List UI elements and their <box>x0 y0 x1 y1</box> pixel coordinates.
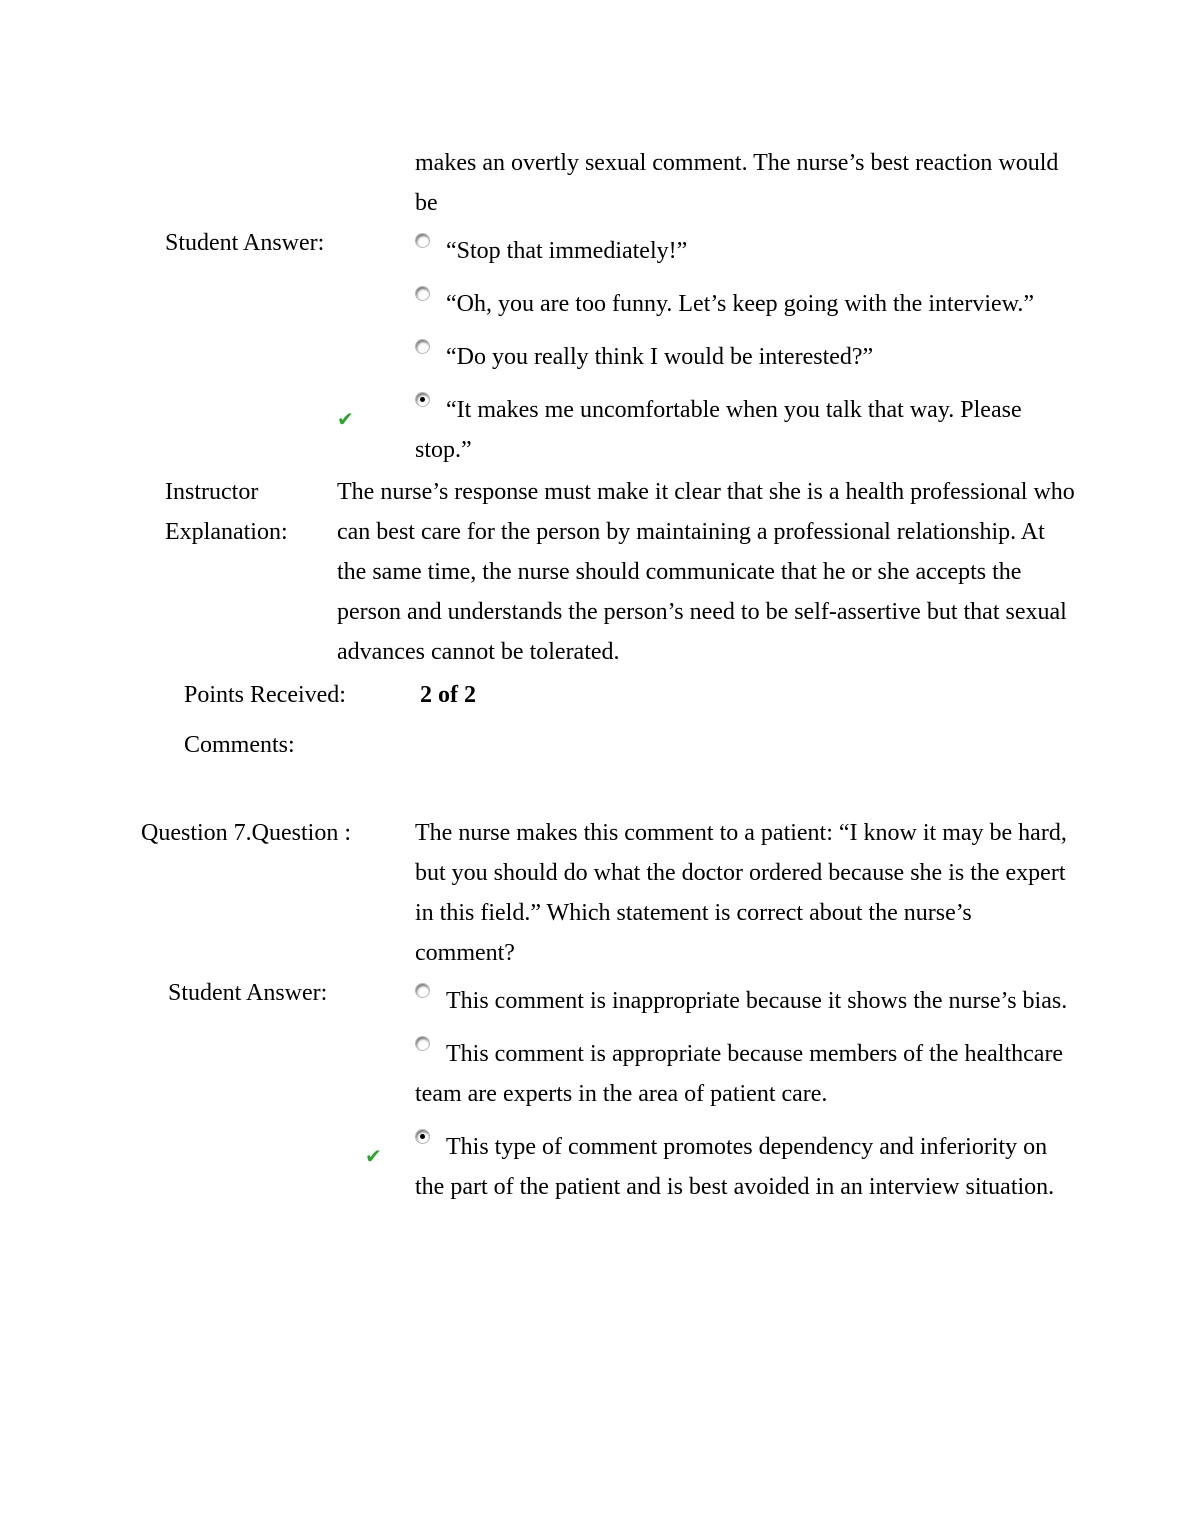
answer-option-label: This comment is appropriate because members of the healthcare team are experts in the area of patient care. <box>415 1041 1064 1107</box>
question7-header-row <box>141 813 1190 973</box>
answer-option-label: “It makes me uncomfortable when you talk that way. Please stop.” <box>415 397 1022 463</box>
question6-points-row <box>141 675 1190 715</box>
answer-option[interactable] <box>415 1034 1070 1114</box>
points-received-value: 2 of 2 <box>420 682 476 708</box>
student-answer-label: Student Answer: <box>165 230 325 256</box>
answer-option-label: This comment is inappropriate because it shows the nurse’s bias. <box>446 988 1068 1014</box>
radio-button-icon[interactable] <box>415 983 430 998</box>
question6-answer-label-cell <box>141 223 415 263</box>
answer-option-selected[interactable] <box>337 390 1070 470</box>
radio-button-icon[interactable] <box>415 339 430 354</box>
answer-option-label: “Oh, you are too funny. Let’s keep going with the interview.” <box>446 291 1035 317</box>
comments-label: Comments: <box>184 732 295 758</box>
question7-header-label-cell <box>141 813 415 853</box>
question6-text: makes an overtly sexual comment. The nurse’s best reaction would be <box>415 150 1059 216</box>
radio-button-selected-icon[interactable] <box>415 1129 430 1144</box>
question6-block <box>141 143 1190 765</box>
radio-button-icon[interactable] <box>415 233 430 248</box>
question7-text: The nurse makes this comment to a patient: “I know it may be hard, but you should do what the doctor ordered because she is the expert in this field.” Which statement is correct about the nurse’s comment? <box>415 820 1067 966</box>
question6-points-label-cell <box>141 675 415 715</box>
question6-explanation-label-cell <box>141 472 337 552</box>
question6-comments-row <box>141 725 1190 765</box>
answer-option[interactable] <box>415 284 1070 324</box>
correct-check-icon: ✔ <box>337 409 354 431</box>
radio-button-icon[interactable] <box>415 286 430 301</box>
question7-answer-label-cell <box>141 973 415 1013</box>
radio-button-icon[interactable] <box>415 1036 430 1051</box>
question7-options <box>365 973 1070 1207</box>
radio-button-selected-icon[interactable] <box>415 392 430 407</box>
instructor-explanation-text: The nurse’s response must make it clear that she is a health professional who can best care for the person by maintaining a professional relationship. At the same time, the nurse should communicate that he or she accepts the person and understands the person’s need to be self-assertive but that sexual advances cannot be tolerated. <box>337 479 1075 665</box>
points-received-label: Points Received: <box>184 682 346 708</box>
answer-option-label: “Stop that immediately!” <box>446 238 688 264</box>
points-received-cell <box>415 675 1070 715</box>
answer-option[interactable] <box>415 337 1070 377</box>
question7-answer-row <box>141 973 1190 1207</box>
question6-explanation-row <box>141 472 1190 672</box>
question6-text-row <box>141 143 1190 223</box>
question6-answer-row <box>141 223 1190 470</box>
student-answer-label: Student Answer: <box>168 980 328 1006</box>
answer-option[interactable] <box>415 981 1070 1021</box>
answer-option[interactable] <box>415 231 1070 271</box>
question7-header-label: Question 7.Question : <box>141 820 351 846</box>
answer-option-selected[interactable] <box>365 1127 1070 1207</box>
instructor-explanation-label: Instructor Explanation: <box>165 479 288 545</box>
correct-check-icon: ✔ <box>365 1146 382 1168</box>
question6-comments-label-cell <box>141 725 415 765</box>
question6-options <box>337 223 1070 470</box>
answer-option-label: “Do you really think I would be interested?” <box>446 344 874 370</box>
question7-block <box>141 813 1190 1207</box>
answer-option-label: This type of comment promotes dependency and inferiority on the part of the patient and is best avoided in an interview situation. <box>415 1134 1055 1200</box>
